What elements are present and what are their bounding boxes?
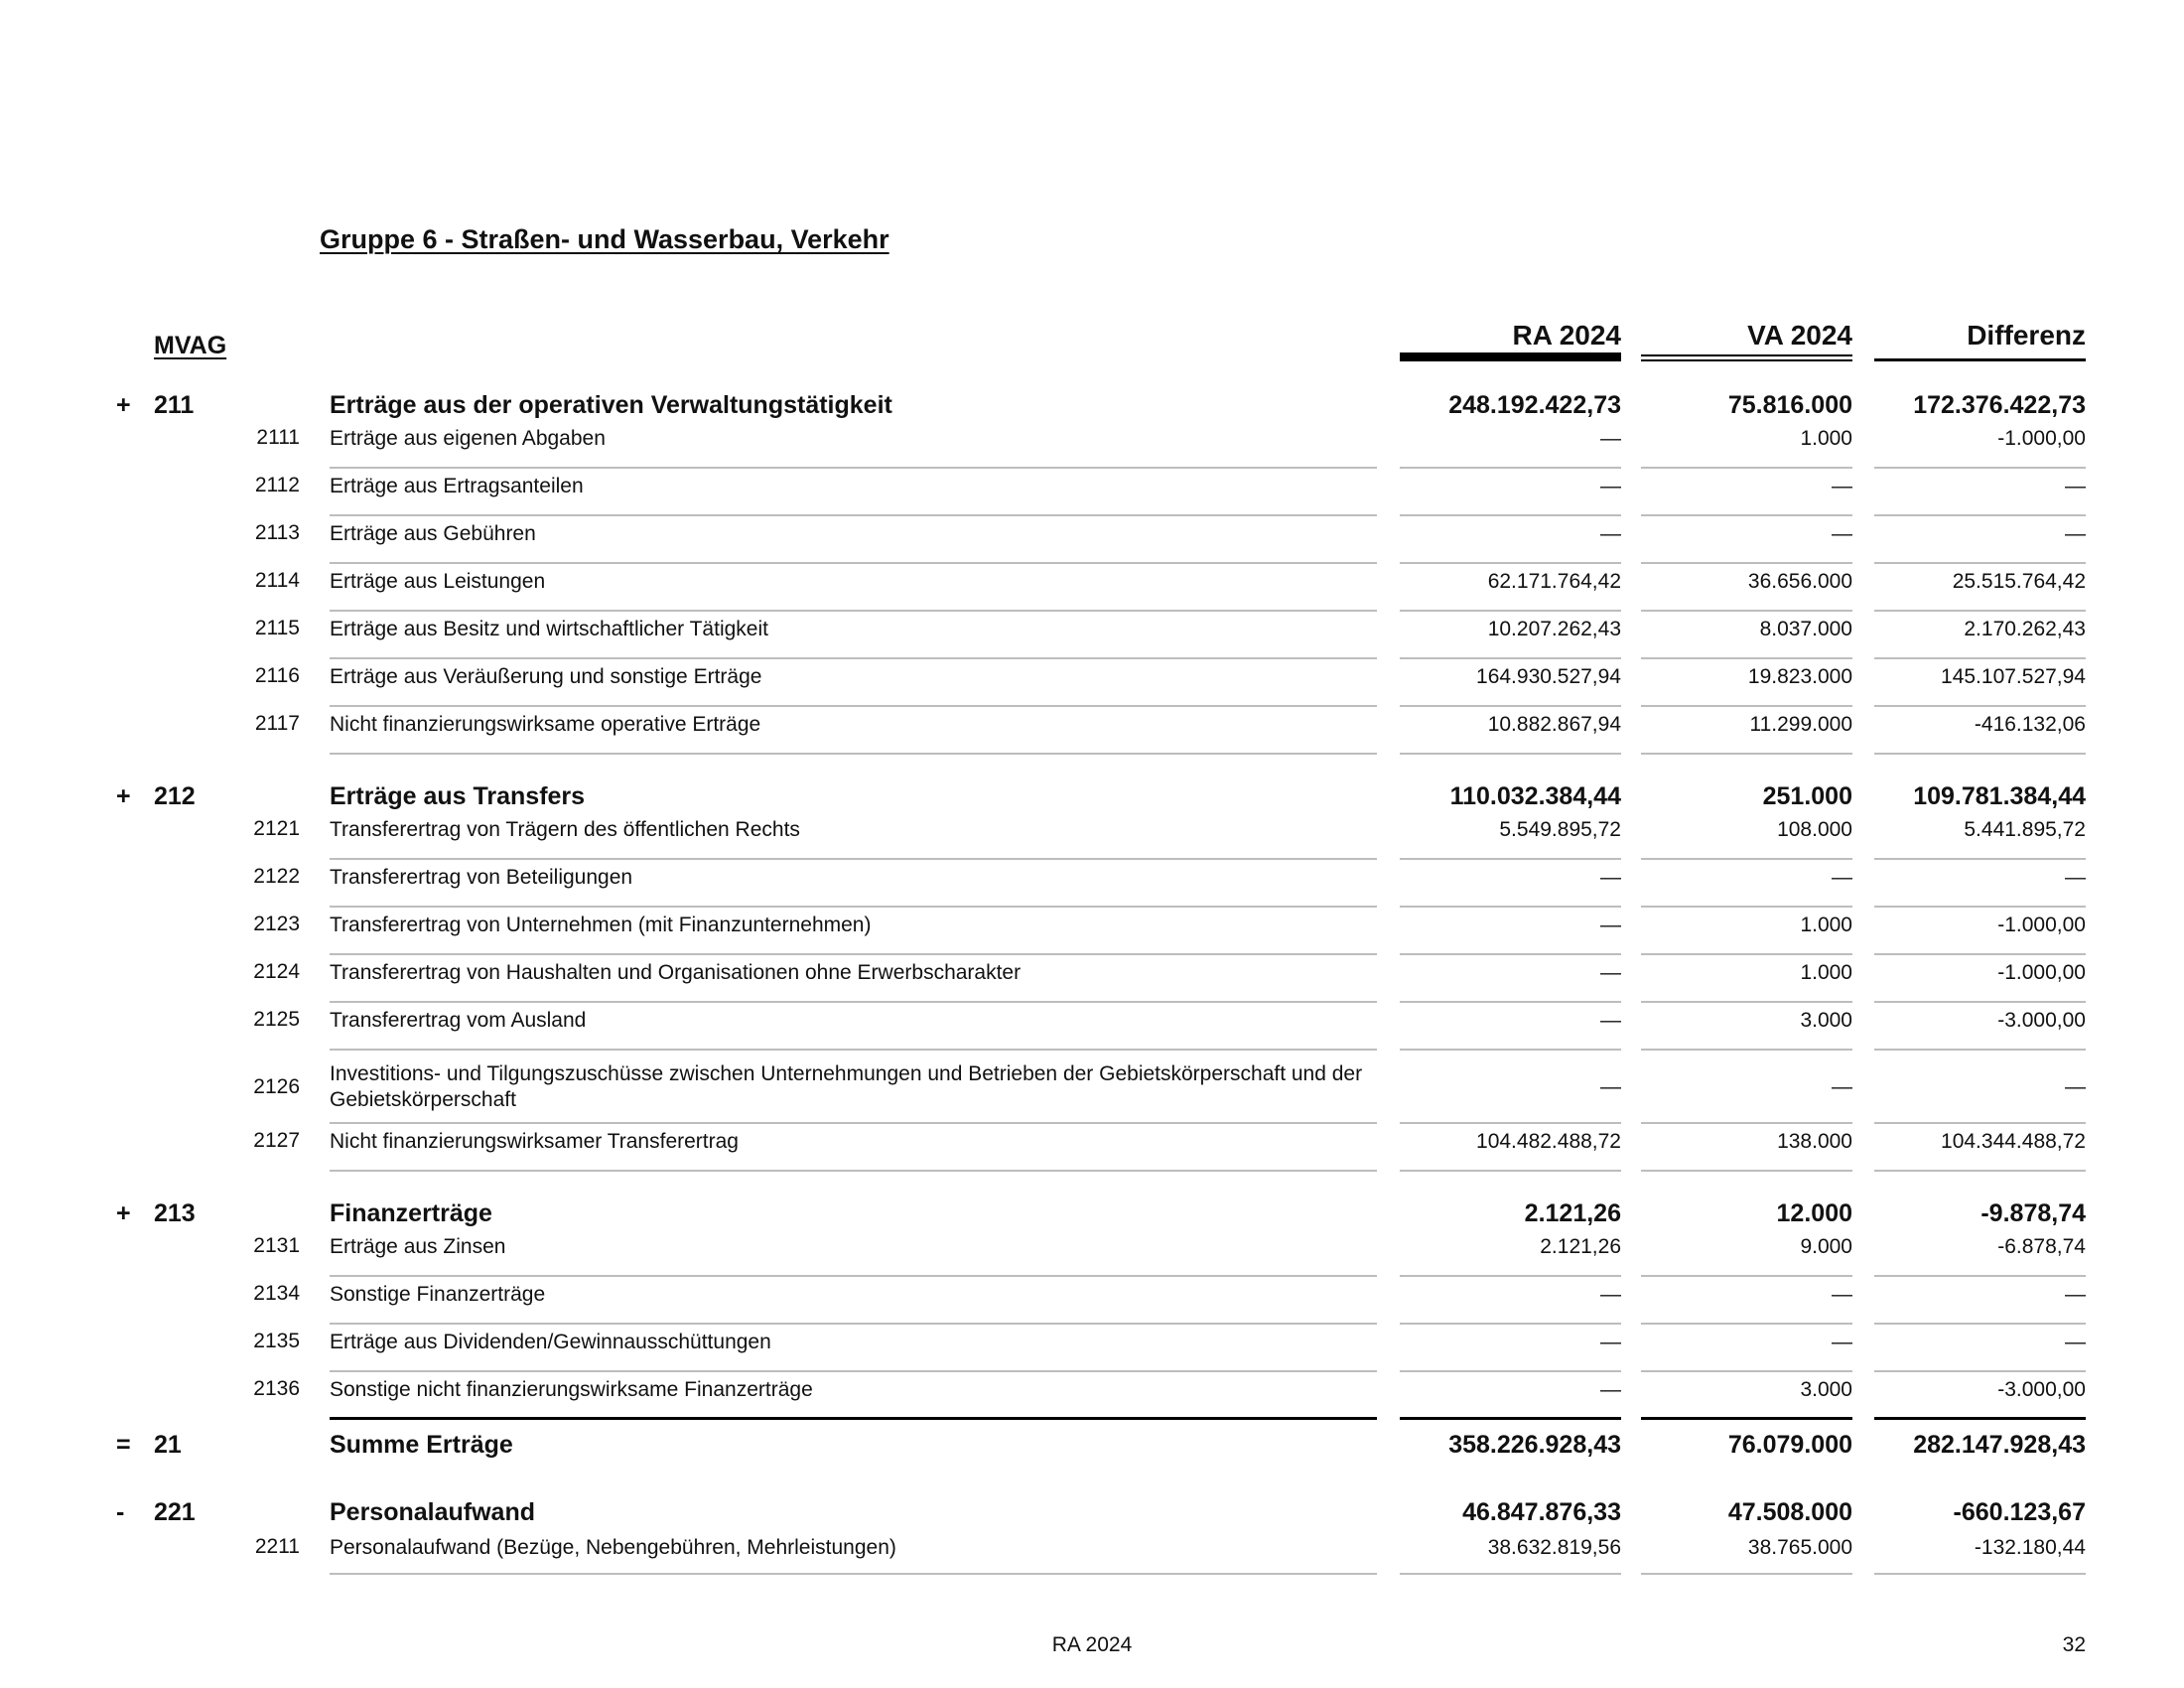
sub-code: 2116	[254, 664, 300, 687]
value-differenz: -3.000,00	[1874, 1372, 2086, 1420]
row-label: Erträge aus Veräußerung und sonstige Erträge	[330, 659, 1377, 707]
sub-code: 2112	[254, 474, 300, 496]
value-ra: 10.207.262,43	[1400, 612, 1621, 659]
value-ra: —	[1400, 908, 1621, 955]
sub-code: 2125	[253, 1008, 300, 1031]
value-differenz: 2.170.262,43	[1874, 612, 2086, 659]
row-label: Transferertrag vom Ausland	[330, 1003, 1377, 1051]
value-ra: 2.121,26	[1400, 1229, 1621, 1277]
value-ra: —	[1400, 516, 1621, 564]
mvag-code: 212	[154, 782, 196, 810]
value-va: —	[1641, 860, 1852, 908]
value-ra: 110.032.384,44	[1449, 782, 1621, 810]
sub-code: 2124	[253, 960, 300, 983]
value-differenz: 145.107.527,94	[1874, 659, 2086, 707]
sub-code: 2127	[253, 1129, 300, 1152]
value-differenz: —	[1874, 1325, 2086, 1372]
row-label: Investitions- und Tilgungszuschüsse zwischen Unternehmungen und Betrieben der Gebietskörperschaft und der Gebietskörperschaft	[330, 1051, 1377, 1124]
value-va: 38.765.000	[1641, 1530, 1852, 1575]
value-differenz: —	[1874, 516, 2086, 564]
value-va: 1.000	[1641, 955, 1852, 1003]
value-ra: —	[1400, 1325, 1621, 1372]
value-va: 75.816.000	[1727, 391, 1852, 419]
sub-code: 2117	[254, 712, 300, 735]
page-number: 32	[2062, 1633, 2086, 1656]
value-ra: —	[1400, 955, 1621, 1003]
sub-code: 2131	[253, 1234, 300, 1257]
value-ra: —	[1400, 1277, 1621, 1325]
row-label: Finanzerträge	[330, 1199, 492, 1227]
row-label: Erträge aus eigenen Abgaben	[330, 421, 1377, 469]
row-sign: +	[116, 782, 131, 810]
sub-code: 2123	[253, 913, 300, 935]
value-differenz: —	[1874, 1277, 2086, 1325]
value-ra: 164.930.527,94	[1400, 659, 1621, 707]
value-va: 47.508.000	[1727, 1498, 1852, 1526]
row-sign: -	[116, 1498, 125, 1526]
value-differenz: —	[1874, 860, 2086, 908]
sub-code: 2111	[256, 426, 300, 449]
value-ra: —	[1400, 1051, 1621, 1124]
value-ra: —	[1400, 469, 1621, 516]
row-sign: +	[116, 391, 131, 419]
footer-report-label: RA 2024	[1051, 1633, 1133, 1656]
value-ra: 10.882.867,94	[1400, 707, 1621, 755]
row-sign: =	[116, 1431, 131, 1459]
column-header-ra: RA 2024	[1400, 318, 1621, 361]
value-differenz: -1.000,00	[1874, 421, 2086, 469]
mvag-header: MVAG	[154, 332, 227, 359]
sub-code: 2211	[254, 1535, 300, 1558]
row-label: Transferertrag von Haushalten und Organisationen ohne Erwerbscharakter	[330, 955, 1377, 1003]
sub-code: 2126	[253, 1075, 300, 1098]
mvag-code: 221	[154, 1498, 196, 1526]
value-differenz: -660.123,67	[1953, 1498, 2086, 1526]
row-label: Erträge aus Ertragsanteilen	[330, 469, 1377, 516]
sub-code: 2121	[253, 817, 300, 840]
row-label: Personalaufwand	[330, 1498, 535, 1526]
sub-code: 2115	[254, 617, 300, 639]
value-ra: —	[1400, 1372, 1621, 1420]
value-differenz: 25.515.764,42	[1874, 564, 2086, 612]
row-label: Erträge aus Dividenden/Gewinnausschüttungen	[330, 1325, 1377, 1372]
value-ra: 248.192.422,73	[1448, 391, 1621, 419]
value-va: 8.037.000	[1641, 612, 1852, 659]
value-differenz: -9.878,74	[1980, 1199, 2086, 1227]
row-label: Erträge aus der operativen Verwaltungstätigkeit	[330, 391, 892, 419]
row-label: Transferertrag von Beteiligungen	[330, 860, 1377, 908]
row-label: Nicht finanzierungswirksame operative Erträge	[330, 707, 1377, 755]
value-ra: 38.632.819,56	[1400, 1530, 1621, 1575]
value-ra: 62.171.764,42	[1400, 564, 1621, 612]
value-va: —	[1641, 1051, 1852, 1124]
row-label: Summe Erträge	[330, 1431, 513, 1459]
value-differenz: -1.000,00	[1874, 908, 2086, 955]
value-va: 19.823.000	[1641, 659, 1852, 707]
sub-code: 2136	[253, 1377, 300, 1400]
value-ra: —	[1400, 421, 1621, 469]
value-differenz: —	[1874, 469, 2086, 516]
value-differenz: 109.781.384,44	[1913, 782, 2086, 810]
value-va: —	[1641, 469, 1852, 516]
value-va: 1.000	[1641, 421, 1852, 469]
value-ra: 5.549.895,72	[1400, 812, 1621, 860]
value-va: 36.656.000	[1641, 564, 1852, 612]
value-va: 76.079.000	[1727, 1431, 1852, 1459]
page-title: Gruppe 6 - Straßen- und Wasserbau, Verkehr	[320, 224, 889, 254]
value-va: 138.000	[1641, 1124, 1852, 1172]
value-differenz: 282.147.928,43	[1913, 1431, 2086, 1459]
row-label: Erträge aus Transfers	[330, 782, 586, 810]
row-label: Transferertrag von Trägern des öffentlichen Rechts	[330, 812, 1377, 860]
value-ra: 2.121,26	[1524, 1199, 1621, 1227]
value-ra: —	[1400, 1003, 1621, 1051]
column-header-va: VA 2024	[1641, 318, 1852, 361]
row-label: Erträge aus Besitz und wirtschaftlicher Tätigkeit	[330, 612, 1377, 659]
value-va: 11.299.000	[1641, 707, 1852, 755]
row-label: Erträge aus Zinsen	[330, 1229, 1377, 1277]
mvag-code: 213	[154, 1199, 196, 1227]
value-differenz: -1.000,00	[1874, 955, 2086, 1003]
value-va: 108.000	[1641, 812, 1852, 860]
value-va: —	[1641, 1325, 1852, 1372]
value-differenz: —	[1874, 1051, 2086, 1124]
sub-code: 2135	[253, 1330, 300, 1352]
value-differenz: -416.132,06	[1874, 707, 2086, 755]
value-va: —	[1641, 1277, 1852, 1325]
sub-code: 2122	[253, 865, 300, 888]
value-differenz: 5.441.895,72	[1874, 812, 2086, 860]
value-va: 251.000	[1762, 782, 1852, 810]
value-ra: 104.482.488,72	[1400, 1124, 1621, 1172]
row-label: Personalaufwand (Bezüge, Nebengebühren, Mehrleistungen)	[330, 1530, 1377, 1575]
value-va: 3.000	[1641, 1003, 1852, 1051]
row-label: Erträge aus Leistungen	[330, 564, 1377, 612]
value-differenz: -6.878,74	[1874, 1229, 2086, 1277]
row-label: Nicht finanzierungswirksamer Transferertrag	[330, 1124, 1377, 1172]
value-va: 3.000	[1641, 1372, 1852, 1420]
mvag-code: 21	[154, 1431, 182, 1459]
value-differenz: -3.000,00	[1874, 1003, 2086, 1051]
row-label: Sonstige Finanzerträge	[330, 1277, 1377, 1325]
sub-code: 2134	[253, 1282, 300, 1305]
value-ra: 358.226.928,43	[1448, 1431, 1621, 1459]
row-label: Transferertrag von Unternehmen (mit Finanzunternehmen)	[330, 908, 1377, 955]
value-ra: 46.847.876,33	[1462, 1498, 1621, 1526]
sub-code: 2113	[254, 521, 300, 544]
sub-code: 2114	[254, 569, 300, 592]
row-label: Erträge aus Gebühren	[330, 516, 1377, 564]
value-va: 12.000	[1776, 1199, 1852, 1227]
row-sign: +	[116, 1199, 131, 1227]
value-differenz: -132.180,44	[1874, 1530, 2086, 1575]
row-label: Sonstige nicht finanzierungswirksame Finanzerträge	[330, 1372, 1377, 1420]
value-differenz: 172.376.422,73	[1913, 391, 2086, 419]
column-header-differenz: Differenz	[1874, 318, 2086, 361]
value-va: 1.000	[1641, 908, 1852, 955]
value-va: —	[1641, 516, 1852, 564]
mvag-code: 211	[154, 391, 195, 419]
value-va: 9.000	[1641, 1229, 1852, 1277]
value-differenz: 104.344.488,72	[1874, 1124, 2086, 1172]
value-ra: —	[1400, 860, 1621, 908]
